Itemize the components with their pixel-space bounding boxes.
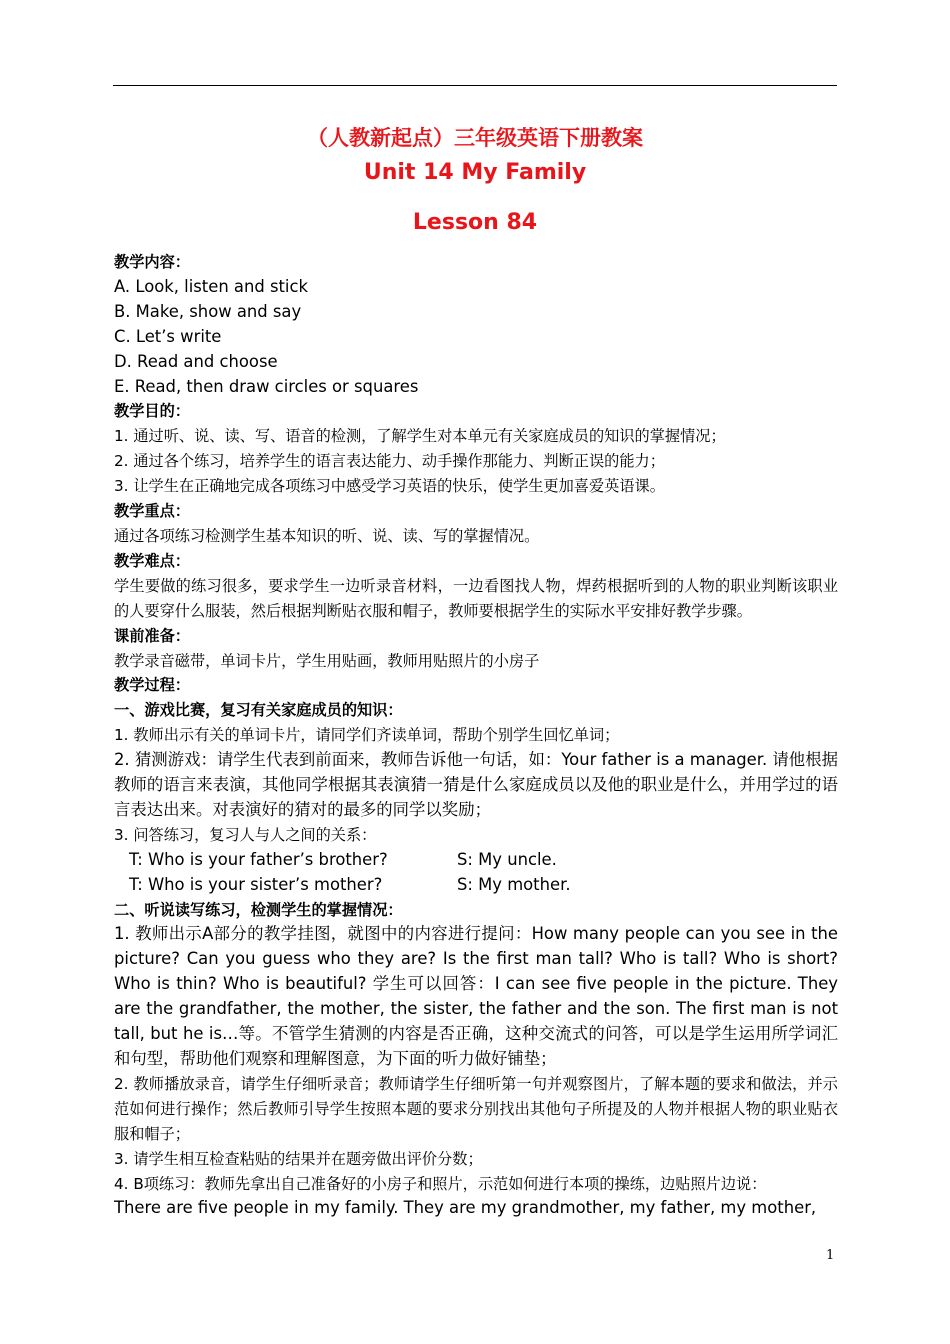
dialogue-teacher-line: T: Who is your sister’s mother? [129,874,383,894]
process-step: There are five people in my family. They are my grandmother, my father, my mother, [114,1198,817,1218]
dialogue-row [114,848,838,873]
section-heading-preparation: 课前准备： [114,626,190,645]
key-points-text: 通过各项练习检测学生基本知识的听、说、读、写的掌握情况。 [114,526,540,545]
header-rule [113,85,837,86]
content-item: C. Let’s write [114,326,222,346]
objective-item: 1. 通过听、说、读、写、语音的检测，了解学生对本单元有关家庭成员的知识的掌握情况； [114,427,726,446]
process-step: 3. 问答练习，复习人与人之间的关系： [114,825,377,844]
section-heading-key-points: 教学重点： [114,502,190,521]
objective-item: 3. 让学生在正确地完成各项练习中感受学习英语的快乐，使学生更加喜爱英语课。 [114,477,665,496]
section-heading-objectives: 教学目的： [114,402,190,421]
page-number: 1 [826,1248,835,1263]
unit-title: Unit 14 My Family [363,160,587,185]
content-item: E. Read, then draw circles or squares [114,376,419,396]
process-part2-heading: 二、听说读写练习，检测学生的掌握情况： [114,900,403,919]
dialogue-student-line: S: My uncle. [457,849,557,869]
lesson-plan-body [114,250,838,1221]
process-step: 3. 请学生相互检查粘贴的结果并在题旁做出评价分数； [114,1149,483,1168]
section-heading-content: 教学内容： [114,253,190,271]
content-item: D. Read and choose [114,351,278,371]
section-heading-difficulties: 教学难点： [114,551,190,570]
document-title: （人教新起点）三年级英语下册教案 [307,126,643,150]
lesson-title: Lesson 84 [412,210,538,235]
dialogue-row [114,873,838,898]
process-step: 2. 教师播放录音，请学生仔细听录音；教师请学生仔细听第一句并观察图片，了解本题的要求和做法，并示范如何进行操作；然后教师引导学生按照本题的要求分别找出其他句子所提及的人物并根据人物的职业贴衣服和帽子； [114,1074,838,1143]
preparation-text: 教学录音磁带，单词卡片，学生用贴画，教师用贴照片的小房子 [114,651,540,670]
dialogue-teacher-line: T: Who is your father’s brother? [129,849,388,869]
content-item: B. Make, show and say [114,301,302,321]
process-step: 4. B项练习：教师先拿出自己准备好的小房子和照片，示范如何进行本项的操练，边贴照片边说： [114,1174,767,1193]
content-item: A. Look, listen and stick [114,276,308,296]
difficulties-text: 学生要做的练习很多，要求学生一边听录音材料，一边看图找人物，焊药根据听到的人物的职业判断该职业的人要穿什么服装，然后根据判断贴衣服和帽子，教师要根据学生的实际水平安排好教学步骤。 [114,576,838,620]
section-heading-process: 教学过程： [114,676,190,695]
process-step: 1. 教师出示A部分的教学挂图，就图中的内容进行提问：How many people can you see in the picture? Can you guess who they are? Is the first man tall? Who is tall? Who is short? Who is thin? Who is beautiful? 学生可以回答：I can see five people in the picture. They are the grandfather, the mother, the sister, the father and the son. The first man is not tall, but he is…等。不管学生猜测的内容是否正确，这种交流式的问答，可以是学生运用所学词汇和句型，帮助他们观察和理解图意，为下面的听力做好铺垫； [114,924,838,1068]
dialogue-student-line: S: My mother. [457,874,571,894]
objective-item: 2. 通过各个练习，培养学生的语言表达能力、动手操作那能力、判断正误的能力； [114,452,665,471]
process-step: 1. 教师出示有关的单词卡片，请同学们齐读单词，帮助个别学生回忆单词； [114,726,620,745]
process-part1-heading: 一、游戏比赛，复习有关家庭成员的知识： [114,701,403,720]
process-step: 2. 猜测游戏：请学生代表到前面来，教师告诉他一句话，如：Your father is a manager. 请他根据教师的语言来表演，其他同学根据其表演猜一猜是什么家庭成员以及他的职业是什么，并用学过的语言表达出来。对表演好的猜对的最多的同学以奖励； [114,750,838,819]
